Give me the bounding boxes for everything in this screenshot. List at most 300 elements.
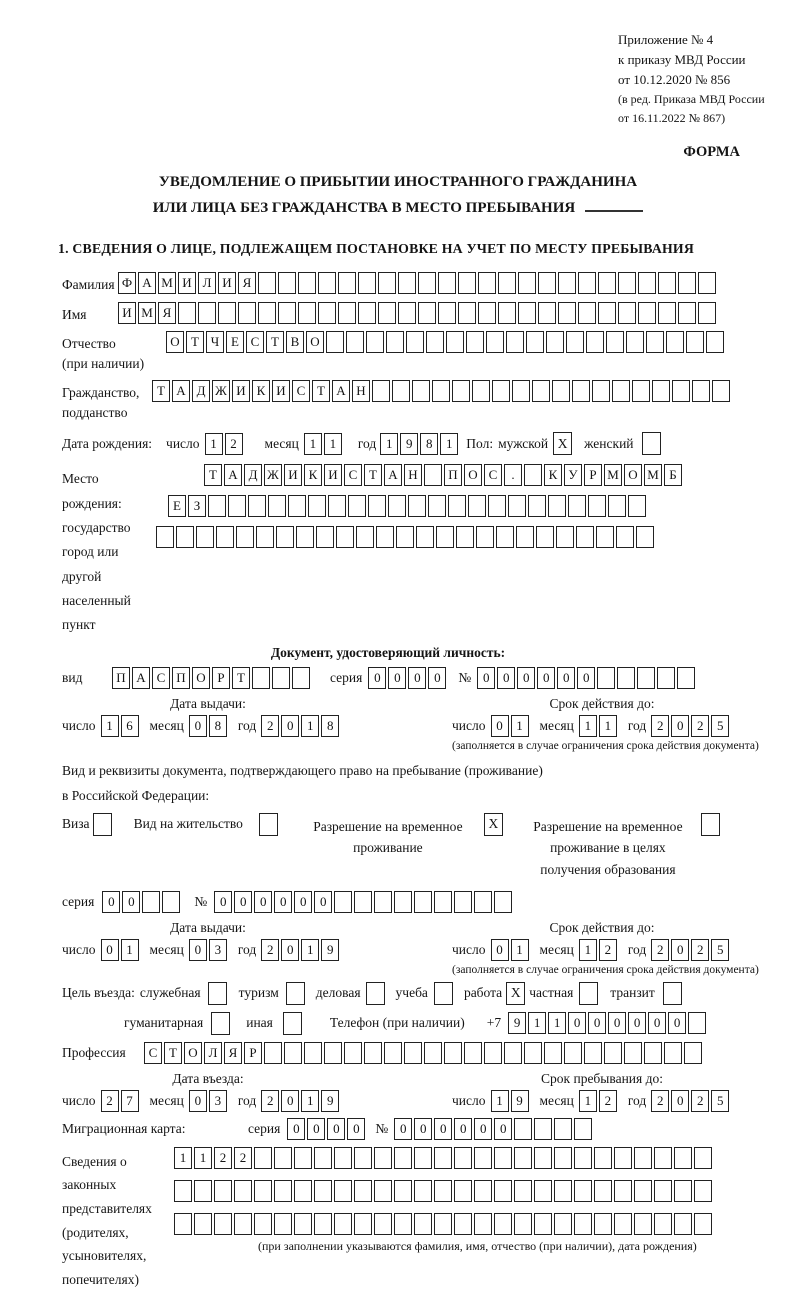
char-cell[interactable] <box>214 1180 232 1202</box>
char-cell[interactable] <box>424 1042 442 1064</box>
purpose-transit-checkbox[interactable] <box>663 982 682 1005</box>
char-cell[interactable]: 8 <box>420 433 438 455</box>
char-cell[interactable] <box>374 1147 392 1169</box>
char-cell[interactable] <box>472 380 490 402</box>
char-cell[interactable] <box>617 667 635 689</box>
char-cell[interactable] <box>368 495 386 517</box>
char-cell[interactable] <box>438 302 456 324</box>
char-cell[interactable]: 0 <box>281 1090 299 1112</box>
char-cell[interactable] <box>454 1180 472 1202</box>
char-cell[interactable] <box>524 1042 542 1064</box>
char-cell[interactable]: 0 <box>307 1118 325 1140</box>
char-cell[interactable] <box>498 272 516 294</box>
char-cell[interactable] <box>418 302 436 324</box>
char-cell[interactable] <box>292 667 310 689</box>
char-cell[interactable]: 0 <box>254 891 272 913</box>
char-cell[interactable]: 0 <box>394 1118 412 1140</box>
purpose-work-checkbox[interactable]: X <box>506 982 525 1005</box>
char-cell[interactable] <box>474 891 492 913</box>
char-cell[interactable]: 0 <box>491 939 509 961</box>
char-cell[interactable] <box>474 1147 492 1169</box>
char-cell[interactable] <box>508 495 526 517</box>
char-cell[interactable]: И <box>218 272 236 294</box>
char-cell[interactable] <box>548 495 566 517</box>
char-cell[interactable] <box>452 380 470 402</box>
char-cell[interactable] <box>298 272 316 294</box>
purpose-study-checkbox[interactable] <box>434 982 453 1005</box>
char-cell[interactable] <box>494 891 512 913</box>
char-cell[interactable] <box>454 891 472 913</box>
char-cell[interactable]: К <box>544 464 562 486</box>
char-cell[interactable] <box>214 1213 232 1235</box>
char-cell[interactable]: 5 <box>711 939 729 961</box>
char-cell[interactable] <box>478 272 496 294</box>
char-cell[interactable] <box>356 526 374 548</box>
char-cell[interactable]: А <box>138 272 156 294</box>
char-cell[interactable] <box>658 272 676 294</box>
char-cell[interactable]: 2 <box>651 715 669 737</box>
char-cell[interactable] <box>638 272 656 294</box>
char-cell[interactable] <box>678 272 696 294</box>
char-cell[interactable] <box>142 891 160 913</box>
char-cell[interactable] <box>538 272 556 294</box>
char-cell[interactable]: 0 <box>281 939 299 961</box>
char-cell[interactable] <box>444 1042 462 1064</box>
char-cell[interactable] <box>208 495 226 517</box>
char-cell[interactable] <box>504 1042 522 1064</box>
char-cell[interactable] <box>494 1213 512 1235</box>
char-cell[interactable] <box>228 495 246 517</box>
char-cell[interactable]: 0 <box>454 1118 472 1140</box>
char-cell[interactable]: 0 <box>577 667 595 689</box>
char-cell[interactable] <box>572 380 590 402</box>
char-cell[interactable] <box>554 1180 572 1202</box>
char-cell[interactable]: 0 <box>568 1012 586 1034</box>
char-cell[interactable]: 1 <box>548 1012 566 1034</box>
char-cell[interactable] <box>346 331 364 353</box>
char-cell[interactable]: К <box>252 380 270 402</box>
char-cell[interactable]: 1 <box>205 433 223 455</box>
char-cell[interactable]: С <box>484 464 502 486</box>
char-cell[interactable]: Н <box>404 464 422 486</box>
char-cell[interactable]: 2 <box>261 1090 279 1112</box>
char-cell[interactable] <box>484 1042 502 1064</box>
char-cell[interactable] <box>358 302 376 324</box>
char-cell[interactable] <box>216 526 234 548</box>
char-cell[interactable]: Р <box>244 1042 262 1064</box>
char-cell[interactable] <box>198 302 216 324</box>
char-cell[interactable] <box>254 1147 272 1169</box>
char-cell[interactable]: Т <box>186 331 204 353</box>
char-cell[interactable] <box>334 1180 352 1202</box>
char-cell[interactable]: 1 <box>440 433 458 455</box>
char-cell[interactable] <box>396 526 414 548</box>
char-cell[interactable] <box>466 331 484 353</box>
option-temp-residence-education-checkbox[interactable] <box>701 813 720 836</box>
char-cell[interactable] <box>476 526 494 548</box>
char-cell[interactable] <box>534 1213 552 1235</box>
char-cell[interactable] <box>456 526 474 548</box>
char-cell[interactable] <box>514 1213 532 1235</box>
char-cell[interactable] <box>178 302 196 324</box>
char-cell[interactable] <box>236 526 254 548</box>
char-cell[interactable] <box>488 495 506 517</box>
char-cell[interactable] <box>406 331 424 353</box>
char-cell[interactable] <box>594 1147 612 1169</box>
char-cell[interactable] <box>516 526 534 548</box>
char-cell[interactable] <box>636 526 654 548</box>
char-cell[interactable]: 0 <box>588 1012 606 1034</box>
char-cell[interactable] <box>634 1147 652 1169</box>
char-cell[interactable] <box>658 302 676 324</box>
char-cell[interactable] <box>428 495 446 517</box>
char-cell[interactable] <box>566 331 584 353</box>
char-cell[interactable] <box>254 1213 272 1235</box>
char-cell[interactable]: О <box>624 464 642 486</box>
char-cell[interactable] <box>528 495 546 517</box>
char-cell[interactable]: Т <box>204 464 222 486</box>
char-cell[interactable]: О <box>306 331 324 353</box>
char-cell[interactable] <box>564 1042 582 1064</box>
char-cell[interactable] <box>424 464 442 486</box>
char-cell[interactable] <box>272 667 290 689</box>
char-cell[interactable]: 0 <box>214 891 232 913</box>
char-cell[interactable] <box>366 331 384 353</box>
char-cell[interactable] <box>706 331 724 353</box>
char-cell[interactable]: Л <box>204 1042 222 1064</box>
char-cell[interactable] <box>446 331 464 353</box>
purpose-official-checkbox[interactable] <box>208 982 227 1005</box>
char-cell[interactable] <box>526 331 544 353</box>
char-cell[interactable] <box>394 1147 412 1169</box>
char-cell[interactable] <box>314 1213 332 1235</box>
char-cell[interactable] <box>414 891 432 913</box>
char-cell[interactable]: 1 <box>121 939 139 961</box>
char-cell[interactable] <box>684 1042 702 1064</box>
char-cell[interactable]: 0 <box>408 667 426 689</box>
char-cell[interactable] <box>264 1042 282 1064</box>
char-cell[interactable] <box>598 302 616 324</box>
char-cell[interactable]: 1 <box>380 433 398 455</box>
char-cell[interactable] <box>414 1147 432 1169</box>
char-cell[interactable] <box>492 380 510 402</box>
char-cell[interactable] <box>438 272 456 294</box>
char-cell[interactable]: А <box>172 380 190 402</box>
char-cell[interactable]: О <box>184 1042 202 1064</box>
char-cell[interactable]: Д <box>192 380 210 402</box>
char-cell[interactable] <box>258 272 276 294</box>
char-cell[interactable] <box>174 1180 192 1202</box>
purpose-business-checkbox[interactable] <box>366 982 385 1005</box>
char-cell[interactable] <box>556 526 574 548</box>
char-cell[interactable]: О <box>464 464 482 486</box>
char-cell[interactable]: 0 <box>189 939 207 961</box>
char-cell[interactable] <box>256 526 274 548</box>
char-cell[interactable]: 0 <box>557 667 575 689</box>
char-cell[interactable] <box>416 526 434 548</box>
char-cell[interactable] <box>354 1180 372 1202</box>
char-cell[interactable] <box>576 526 594 548</box>
char-cell[interactable]: 5 <box>711 715 729 737</box>
char-cell[interactable]: Ж <box>264 464 282 486</box>
char-cell[interactable]: М <box>158 272 176 294</box>
char-cell[interactable] <box>328 495 346 517</box>
char-cell[interactable] <box>454 1213 472 1235</box>
char-cell[interactable] <box>664 1042 682 1064</box>
char-cell[interactable] <box>634 1213 652 1235</box>
char-cell[interactable]: Я <box>224 1042 242 1064</box>
char-cell[interactable]: Т <box>364 464 382 486</box>
char-cell[interactable]: Д <box>244 464 262 486</box>
char-cell[interactable]: 0 <box>474 1118 492 1140</box>
char-cell[interactable]: Т <box>164 1042 182 1064</box>
char-cell[interactable] <box>252 667 270 689</box>
char-cell[interactable] <box>637 667 655 689</box>
char-cell[interactable] <box>386 331 404 353</box>
char-cell[interactable] <box>464 1042 482 1064</box>
char-cell[interactable]: Ч <box>206 331 224 353</box>
char-cell[interactable] <box>234 1213 252 1235</box>
char-cell[interactable] <box>458 272 476 294</box>
char-cell[interactable]: 0 <box>294 891 312 913</box>
char-cell[interactable] <box>598 272 616 294</box>
char-cell[interactable]: Е <box>168 495 186 517</box>
char-cell[interactable]: 0 <box>388 667 406 689</box>
char-cell[interactable] <box>626 331 644 353</box>
char-cell[interactable]: 1 <box>174 1147 192 1169</box>
char-cell[interactable]: И <box>232 380 250 402</box>
char-cell[interactable] <box>594 1180 612 1202</box>
char-cell[interactable] <box>448 495 466 517</box>
char-cell[interactable] <box>574 1213 592 1235</box>
char-cell[interactable]: 2 <box>651 939 669 961</box>
char-cell[interactable] <box>672 380 690 402</box>
char-cell[interactable] <box>296 526 314 548</box>
char-cell[interactable] <box>534 1180 552 1202</box>
char-cell[interactable] <box>412 380 430 402</box>
char-cell[interactable] <box>376 526 394 548</box>
char-cell[interactable]: У <box>564 464 582 486</box>
char-cell[interactable] <box>454 1147 472 1169</box>
char-cell[interactable] <box>634 1180 652 1202</box>
char-cell[interactable] <box>654 1180 672 1202</box>
char-cell[interactable] <box>308 495 326 517</box>
char-cell[interactable] <box>398 302 416 324</box>
option-visa-checkbox[interactable] <box>93 813 112 836</box>
char-cell[interactable] <box>596 526 614 548</box>
char-cell[interactable] <box>384 1042 402 1064</box>
char-cell[interactable]: 1 <box>324 433 342 455</box>
purpose-other-checkbox[interactable] <box>283 1012 302 1035</box>
char-cell[interactable]: 1 <box>101 715 119 737</box>
char-cell[interactable]: 0 <box>608 1012 626 1034</box>
char-cell[interactable] <box>468 495 486 517</box>
char-cell[interactable]: 1 <box>194 1147 212 1169</box>
char-cell[interactable] <box>694 1180 712 1202</box>
char-cell[interactable]: Н <box>352 380 370 402</box>
char-cell[interactable]: 0 <box>517 667 535 689</box>
char-cell[interactable] <box>588 495 606 517</box>
char-cell[interactable]: Ж <box>212 380 230 402</box>
char-cell[interactable] <box>474 1213 492 1235</box>
char-cell[interactable]: О <box>192 667 210 689</box>
char-cell[interactable]: В <box>286 331 304 353</box>
char-cell[interactable]: 2 <box>599 1090 617 1112</box>
char-cell[interactable] <box>568 495 586 517</box>
char-cell[interactable] <box>594 1213 612 1235</box>
char-cell[interactable]: А <box>132 667 150 689</box>
char-cell[interactable] <box>652 380 670 402</box>
char-cell[interactable]: 0 <box>497 667 515 689</box>
char-cell[interactable] <box>518 302 536 324</box>
char-cell[interactable] <box>234 1180 252 1202</box>
char-cell[interactable] <box>608 495 626 517</box>
char-cell[interactable]: 2 <box>261 939 279 961</box>
char-cell[interactable] <box>698 302 716 324</box>
char-cell[interactable] <box>374 891 392 913</box>
char-cell[interactable]: 0 <box>314 891 332 913</box>
char-cell[interactable]: 0 <box>671 939 689 961</box>
char-cell[interactable] <box>506 331 524 353</box>
char-cell[interactable] <box>194 1180 212 1202</box>
char-cell[interactable]: 0 <box>537 667 555 689</box>
char-cell[interactable] <box>218 302 236 324</box>
char-cell[interactable] <box>258 302 276 324</box>
char-cell[interactable]: 1 <box>301 1090 319 1112</box>
char-cell[interactable] <box>298 302 316 324</box>
char-cell[interactable] <box>434 891 452 913</box>
char-cell[interactable]: И <box>118 302 136 324</box>
char-cell[interactable]: 2 <box>599 939 617 961</box>
char-cell[interactable] <box>274 1147 292 1169</box>
char-cell[interactable]: С <box>292 380 310 402</box>
char-cell[interactable]: А <box>224 464 242 486</box>
char-cell[interactable] <box>518 272 536 294</box>
char-cell[interactable] <box>632 380 650 402</box>
char-cell[interactable] <box>378 272 396 294</box>
char-cell[interactable]: 1 <box>301 715 319 737</box>
char-cell[interactable] <box>554 1213 572 1235</box>
char-cell[interactable]: П <box>172 667 190 689</box>
char-cell[interactable] <box>686 331 704 353</box>
char-cell[interactable] <box>694 1213 712 1235</box>
char-cell[interactable] <box>646 331 664 353</box>
char-cell[interactable]: Р <box>584 464 602 486</box>
char-cell[interactable]: С <box>344 464 362 486</box>
char-cell[interactable]: 2 <box>691 715 709 737</box>
char-cell[interactable] <box>338 302 356 324</box>
char-cell[interactable]: 0 <box>189 1090 207 1112</box>
char-cell[interactable]: 2 <box>225 433 243 455</box>
purpose-tourism-checkbox[interactable] <box>286 982 305 1005</box>
char-cell[interactable]: Р <box>212 667 230 689</box>
char-cell[interactable]: 0 <box>274 891 292 913</box>
char-cell[interactable]: 0 <box>101 939 119 961</box>
char-cell[interactable]: 2 <box>651 1090 669 1112</box>
char-cell[interactable]: О <box>166 331 184 353</box>
char-cell[interactable] <box>712 380 730 402</box>
char-cell[interactable]: И <box>324 464 342 486</box>
char-cell[interactable]: М <box>138 302 156 324</box>
char-cell[interactable]: 2 <box>691 939 709 961</box>
char-cell[interactable] <box>614 1180 632 1202</box>
char-cell[interactable]: 0 <box>414 1118 432 1140</box>
char-cell[interactable] <box>254 1180 272 1202</box>
char-cell[interactable] <box>512 380 530 402</box>
char-cell[interactable] <box>674 1213 692 1235</box>
char-cell[interactable] <box>304 1042 322 1064</box>
char-cell[interactable]: Я <box>158 302 176 324</box>
char-cell[interactable]: 0 <box>671 715 689 737</box>
char-cell[interactable] <box>314 1180 332 1202</box>
char-cell[interactable] <box>392 380 410 402</box>
char-cell[interactable] <box>326 331 344 353</box>
char-cell[interactable] <box>538 302 556 324</box>
char-cell[interactable] <box>544 1042 562 1064</box>
char-cell[interactable] <box>156 526 174 548</box>
char-cell[interactable] <box>348 495 366 517</box>
char-cell[interactable] <box>338 272 356 294</box>
char-cell[interactable]: 1 <box>528 1012 546 1034</box>
char-cell[interactable] <box>434 1213 452 1235</box>
char-cell[interactable]: 1 <box>304 433 322 455</box>
char-cell[interactable] <box>288 495 306 517</box>
char-cell[interactable] <box>358 272 376 294</box>
char-cell[interactable] <box>486 331 504 353</box>
char-cell[interactable]: Б <box>664 464 682 486</box>
char-cell[interactable]: 2 <box>234 1147 252 1169</box>
char-cell[interactable] <box>314 1147 332 1169</box>
char-cell[interactable]: И <box>284 464 302 486</box>
char-cell[interactable] <box>494 1147 512 1169</box>
char-cell[interactable] <box>278 272 296 294</box>
char-cell[interactable]: 9 <box>508 1012 526 1034</box>
char-cell[interactable]: Л <box>198 272 216 294</box>
char-cell[interactable] <box>408 495 426 517</box>
char-cell[interactable]: 0 <box>668 1012 686 1034</box>
char-cell[interactable] <box>174 1213 192 1235</box>
char-cell[interactable]: 1 <box>301 939 319 961</box>
char-cell[interactable] <box>524 464 542 486</box>
char-cell[interactable] <box>554 1118 572 1140</box>
char-cell[interactable] <box>194 1213 212 1235</box>
char-cell[interactable]: 2 <box>691 1090 709 1112</box>
char-cell[interactable] <box>378 302 396 324</box>
char-cell[interactable]: 0 <box>347 1118 365 1140</box>
char-cell[interactable]: 1 <box>511 715 529 737</box>
char-cell[interactable] <box>414 1180 432 1202</box>
char-cell[interactable] <box>688 1012 706 1034</box>
char-cell[interactable] <box>324 1042 342 1064</box>
char-cell[interactable] <box>574 1147 592 1169</box>
char-cell[interactable]: 9 <box>321 1090 339 1112</box>
char-cell[interactable]: Ф <box>118 272 136 294</box>
char-cell[interactable]: 8 <box>209 715 227 737</box>
char-cell[interactable] <box>318 302 336 324</box>
char-cell[interactable] <box>274 1180 292 1202</box>
char-cell[interactable]: 7 <box>121 1090 139 1112</box>
char-cell[interactable] <box>546 331 564 353</box>
char-cell[interactable]: 0 <box>494 1118 512 1140</box>
char-cell[interactable] <box>597 667 615 689</box>
char-cell[interactable] <box>657 667 675 689</box>
char-cell[interactable]: 0 <box>234 891 252 913</box>
char-cell[interactable]: М <box>604 464 622 486</box>
char-cell[interactable]: 2 <box>214 1147 232 1169</box>
char-cell[interactable] <box>558 272 576 294</box>
char-cell[interactable] <box>372 380 390 402</box>
char-cell[interactable] <box>278 302 296 324</box>
